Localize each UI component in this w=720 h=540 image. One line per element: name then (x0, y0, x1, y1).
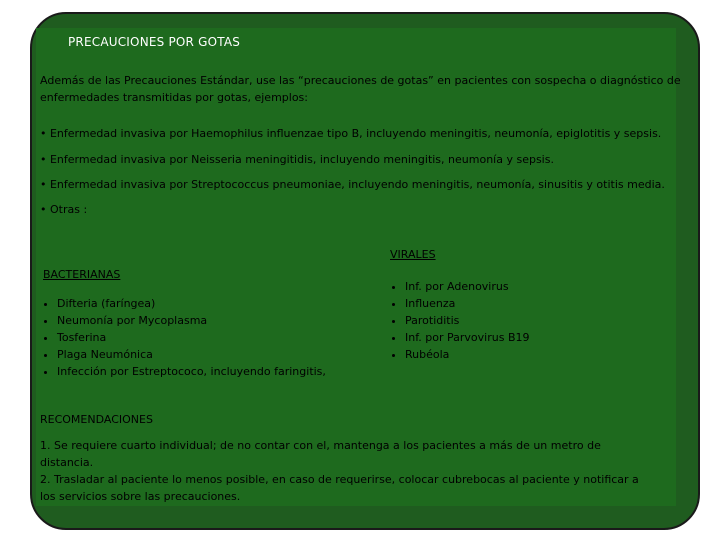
bullet-streptococcus: • Enfermedad invasiva por Streptococcus pneumoniae, incluyendo meningitis, neumonía, sinusitis y otitis media. (40, 178, 665, 191)
list-item: • Infección por Estreptococo, incluyendo faringitis, (57, 363, 326, 380)
virales-list (388, 278, 530, 363)
intro-paragraph: Además de las Precauciones Estándar, use las “precauciones de gotas” en pacientes con sospecha o diagnóstico de enfermedades transmitidas por gotas, ejemplos: (40, 74, 681, 104)
recomendacion-2: 2. Trasladar al paciente lo menos posible, en caso de requerirse, colocar cubrebocas al paciente y notificar a los servicios sobre las precauciones. (40, 473, 639, 503)
list-item: • Inf. por Adenovirus (405, 278, 530, 295)
bullet-haemophilus: • Enfermedad invasiva por Haemophilus influenzae tipo B, incluyendo meningitis, neumonía, epiglotitis y sepsis. (40, 127, 662, 140)
list-item: • Difteria (faríngea) (57, 295, 326, 312)
list-item: • Plaga Neumónica (57, 346, 326, 363)
list-item: • Influenza (405, 295, 530, 312)
bacterianas-heading: BACTERIANAS (43, 268, 121, 281)
slide-title: PRECAUCIONES POR GOTAS (68, 35, 241, 49)
list-item: • Inf. por Parvovirus B19 (405, 329, 530, 346)
recomendaciones-heading: RECOMENDACIONES (40, 413, 153, 426)
recomendaciones-text (40, 437, 640, 505)
recomendacion-1: 1. Se requiere cuarto individual; de no contar con el, mantenga a los pacientes a más de un metro de distancia. (40, 439, 601, 469)
virales-heading: VIRALES (390, 248, 436, 261)
list-item: • Rubéola (405, 346, 530, 363)
list-item: • Tosferina (57, 329, 326, 346)
list-item: • Parotiditis (405, 312, 530, 329)
list-item: • Neumonía por Mycoplasma (57, 312, 326, 329)
bacterianas-list (40, 295, 326, 380)
bullet-otras: • Otras : (40, 203, 88, 216)
bullet-neisseria: • Enfermedad invasiva por Neisseria meningitidis, incluyendo meningitis, neumonía y sepsis. (40, 153, 554, 166)
